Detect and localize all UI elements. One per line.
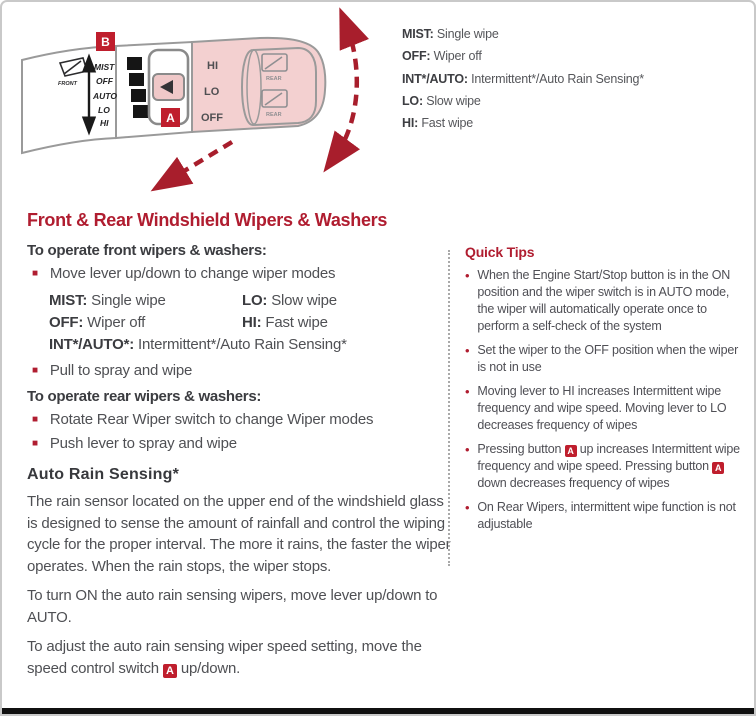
legend-item-int-auto: INT*/AUTO: Intermittent*/Auto Rain Sensing*: [402, 71, 644, 86]
mode-int-auto: INT*/AUTO*: Intermittent*/Auto Rain Sensing*: [49, 335, 347, 353]
front-wipers-heading: To operate front wipers & washers:: [27, 242, 267, 259]
quick-tip-self-check: • When the Engine Start/Stop button is in the ON position and the wiper switch is in AUTO mode, the wiper will automatically operate once to perform a self-check of the system: [465, 268, 731, 333]
rear-wiper-knob: [242, 48, 316, 125]
lever-pos-lo: LO: [98, 105, 110, 115]
lever-pos-hi: HI: [100, 118, 109, 128]
legend-item-mist: MIST: Single wipe: [402, 27, 499, 41]
updown-motion-arrow: [334, 24, 357, 158]
front-label: FRONT: [58, 81, 77, 87]
page-bottom-edge: [2, 708, 754, 714]
rear-pos-off: OFF: [201, 112, 223, 124]
rear-pos-hi: HI: [207, 60, 218, 72]
round-bullet-icon: •: [465, 500, 470, 515]
svg-text:A: A: [166, 111, 175, 125]
badge-a-inline: A: [565, 445, 577, 457]
rear-pos-lo: LO: [204, 86, 220, 98]
badge-a-inline: A: [712, 462, 724, 474]
rear-bullet-rotate: ■ Rotate Rear Wiper switch to change Wiper modes: [32, 410, 374, 428]
quick-tip-rear-intermittent: • On Rear Wipers, intermittent wipe function is not adjustable: [465, 500, 736, 531]
lever-pos-auto: AUTO: [93, 91, 117, 101]
rear-wipers-heading: To operate rear wipers & washers:: [27, 387, 262, 405]
square-bullet-icon: ■: [32, 364, 38, 376]
auto-rain-paragraph-1: The rain sensor located on the upper end of the windshield glass is designed to sense the amount of rainfall and control the wiping cycle for the proper interval. The more it rains, the faster the wiper operates. When the rain stops, the wiper stops.: [27, 493, 451, 575]
round-bullet-icon: •: [465, 343, 470, 358]
badge-a-inline: A: [163, 664, 177, 678]
auto-rain-paragraph-2: To turn ON the auto rain sensing wipers, move lever up/down to AUTO.: [27, 587, 438, 626]
square-bullet-icon: ■: [32, 268, 38, 279]
rear-label-1: REAR: [266, 76, 282, 82]
wiper-stalk-drawing: [10, 6, 390, 198]
svg-text:B: B: [101, 35, 110, 49]
page-title: Front & Rear Windshield Wipers & Washers: [27, 210, 388, 230]
wiper-modes-list: [49, 290, 452, 356]
front-bullet-pull: ■ Pull to spray and wipe: [32, 361, 193, 379]
auto-rain-paragraph-3: To adjust the auto rain sensing wiper speed setting, move the speed control switch A up/down.: [27, 638, 422, 677]
legend-item-lo: LO: Slow wipe: [402, 93, 481, 108]
mode-hi: HI: Fast wipe: [242, 313, 328, 331]
lever-pos-off: OFF: [96, 76, 113, 86]
column-divider: [448, 250, 450, 566]
pull-motion-arrow: [166, 142, 232, 182]
mode-off: OFF: Wiper off: [49, 313, 146, 331]
round-bullet-icon: •: [465, 442, 470, 457]
badge-b: [96, 32, 115, 51]
round-bullet-icon: •: [465, 268, 470, 283]
quick-tip-off-position: • Set the wiper to the OFF position when the wiper is not in use: [465, 343, 739, 374]
mode-mist: MIST: Single wipe: [49, 291, 166, 309]
rear-label-2: REAR: [266, 112, 282, 118]
rear-bullet-push: ■ Push lever to spray and wipe: [32, 435, 237, 453]
main-content: [27, 210, 452, 687]
round-bullet-icon: •: [465, 384, 470, 399]
auto-rain-sensing-heading: Auto Rain Sensing*: [27, 466, 180, 483]
front-bullet-move-lever: ■ Move lever up/down to change wiper modes: [32, 265, 336, 282]
legend-item-off: OFF: Wiper off: [402, 49, 482, 64]
legend-item-hi: HI: Fast wipe: [402, 116, 474, 130]
lever-pos-mist: MIST: [94, 62, 115, 72]
quick-tip-lever-hi-lo: • Moving lever to HI increases Intermittent wipe frequency and wipe speed. Moving lever to LO decreases frequency of wipes: [465, 384, 727, 432]
square-bullet-icon: ■: [32, 413, 38, 425]
quick-tips-heading: Quick Tips: [465, 244, 535, 260]
badge-a: [161, 108, 180, 127]
quick-tips-panel: [465, 244, 748, 540]
wiper-stalk-diagram: [10, 6, 390, 198]
mode-lo: LO: Slow wipe: [242, 291, 337, 309]
square-bullet-icon: ■: [32, 438, 38, 450]
quick-tip-button-a: • Pressing button A up increases Intermittent wipe frequency and wipe speed. Pressing button A down decreases frequency of wipes: [465, 442, 740, 490]
mode-legend: [402, 28, 732, 139]
